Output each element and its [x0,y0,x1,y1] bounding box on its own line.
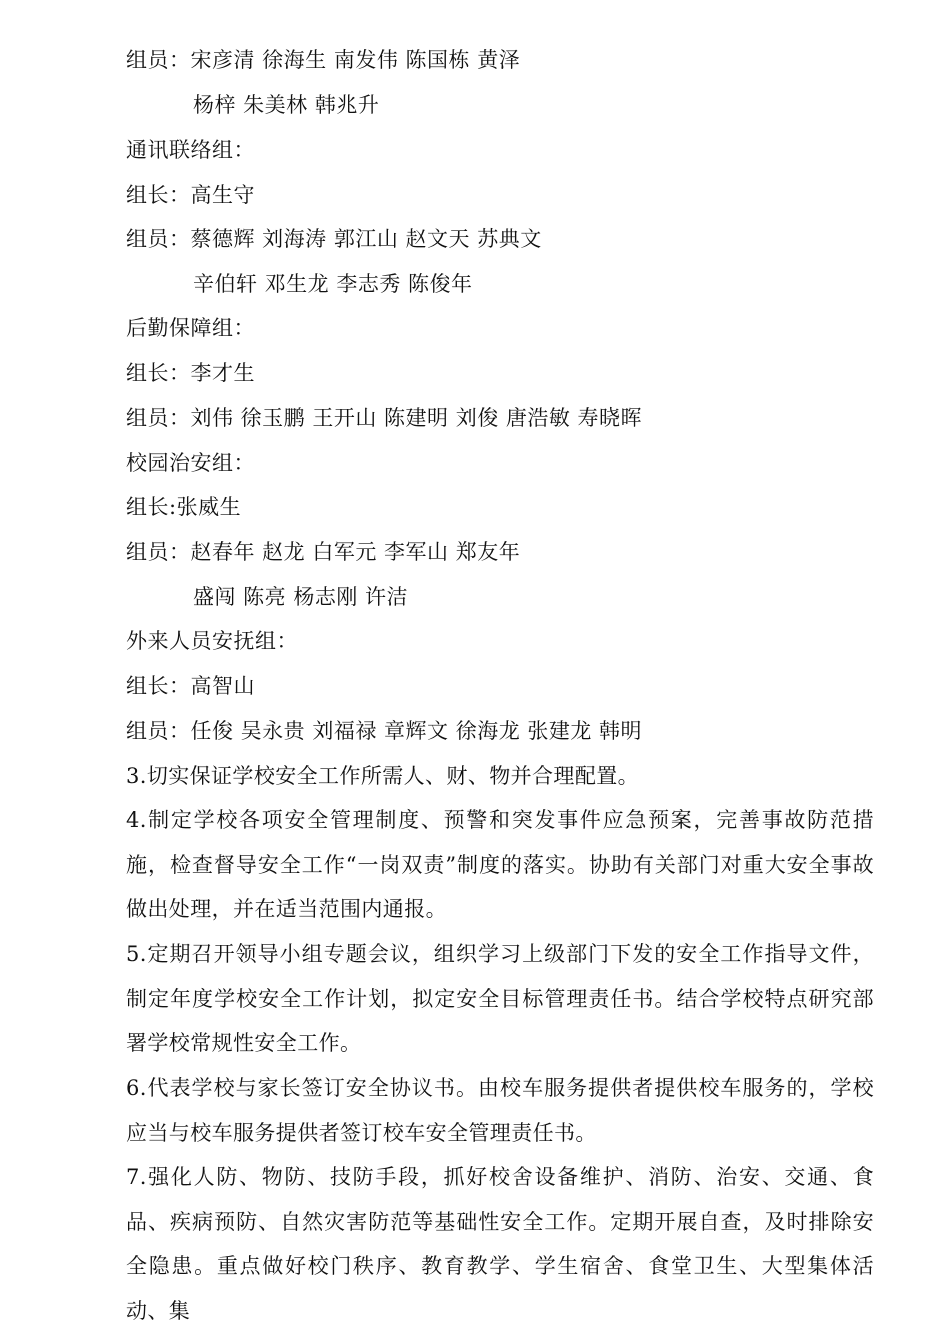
list-item-6 [84,1066,874,1155]
list-item-3 [84,754,874,799]
list-item-7 [84,1155,874,1333]
member-names: 赵春年 赵龙 白军元 李军山 郑友年 [190,540,521,564]
leader-line [126,180,255,210]
role-label: 组员： [126,406,191,430]
list-item-4 [84,798,874,932]
leader-line [126,492,241,522]
role-label: 组员： [126,540,191,564]
member-names: 杨梓 朱美林 韩兆升 [193,93,380,117]
member-names: 辛伯轩 邓生龙 李志秀 陈俊年 [193,272,473,296]
role-label: 组员： [126,227,191,251]
member-names: 宋彦清 徐海生 南发伟 陈国栋 黄泽 [190,48,521,72]
list-item-5 [84,932,874,1066]
member-line [126,537,520,567]
member-line [126,45,520,75]
list-item-text: 4.制定学校各项安全管理制度、预警和突发事件应急预案，完善事故防范措施，检查督导安全工作“一岗双责”制度的落实。协助有关部门对重大安全事故做出处理，并在适当范围内通报。 [126,808,874,922]
leader-line [126,671,255,701]
list-item-text: 5.定期召开领导小组专题会议，组织学习上级部门下发的安全工作指导文件，制定年度学校安全工作计划，拟定安全目标管理责任书。结合学校特点研究部署学校常规性安全工作。 [126,942,874,1056]
list-item-text: 6.代表学校与家长签订安全协议书。由校车服务提供者提供校车服务的，学校应当与校车服务提供者签订校车安全管理责任书。 [126,1076,874,1145]
group-heading-text: 校园治安组： [126,451,255,475]
member-names: 刘伟 徐玉鹏 王开山 陈建明 刘俊 唐浩敏 寿晓晖 [190,406,643,430]
role-label: 组员： [126,719,191,743]
member-line-continued [193,90,379,120]
group-heading [126,313,255,343]
group-heading-text: 通讯联络组： [126,138,255,162]
list-item-text: 7.强化人防、物防、技防手段，抓好校舍设备维护、消防、治安、交通、食品、疾病预防、自然灾害防范等基础性安全工作。定期开展自查，及时排除安全隐患。重点做好校门秩序、教育教学、学生宿舍、食堂卫生、大型集体活动、集 [126,1165,874,1323]
member-line [126,403,642,433]
leader-line [126,358,255,388]
role-label: 组长： [126,361,191,385]
group-heading [126,135,255,165]
leader-name: 李才生 [190,361,255,385]
member-line-continued [193,269,473,299]
group-heading-text: 后勤保障组： [126,316,255,340]
role-label: 组员： [126,48,191,72]
list-item-text: 3.切实保证学校安全工作所需人、财、物并合理配置。 [126,764,640,788]
role-label: 组长: [126,495,177,519]
leader-name: 高智山 [190,674,255,698]
member-names: 任俊 吴永贵 刘福禄 章辉文 徐海龙 张建龙 韩明 [190,719,643,743]
group-heading [126,448,255,478]
leader-name: 高生守 [190,183,255,207]
role-label: 组长： [126,674,191,698]
group-heading-text: 外来人员安抚组： [126,629,298,653]
member-line [126,224,542,254]
member-line [126,716,642,746]
leader-name: 张威生 [176,495,242,519]
role-label: 组长： [126,183,191,207]
member-names: 盛闯 陈亮 杨志刚 许洁 [193,585,409,609]
member-line-continued [193,582,408,612]
group-heading [126,626,298,656]
member-names: 蔡德辉 刘海涛 郭江山 赵文天 苏典文 [190,227,542,251]
